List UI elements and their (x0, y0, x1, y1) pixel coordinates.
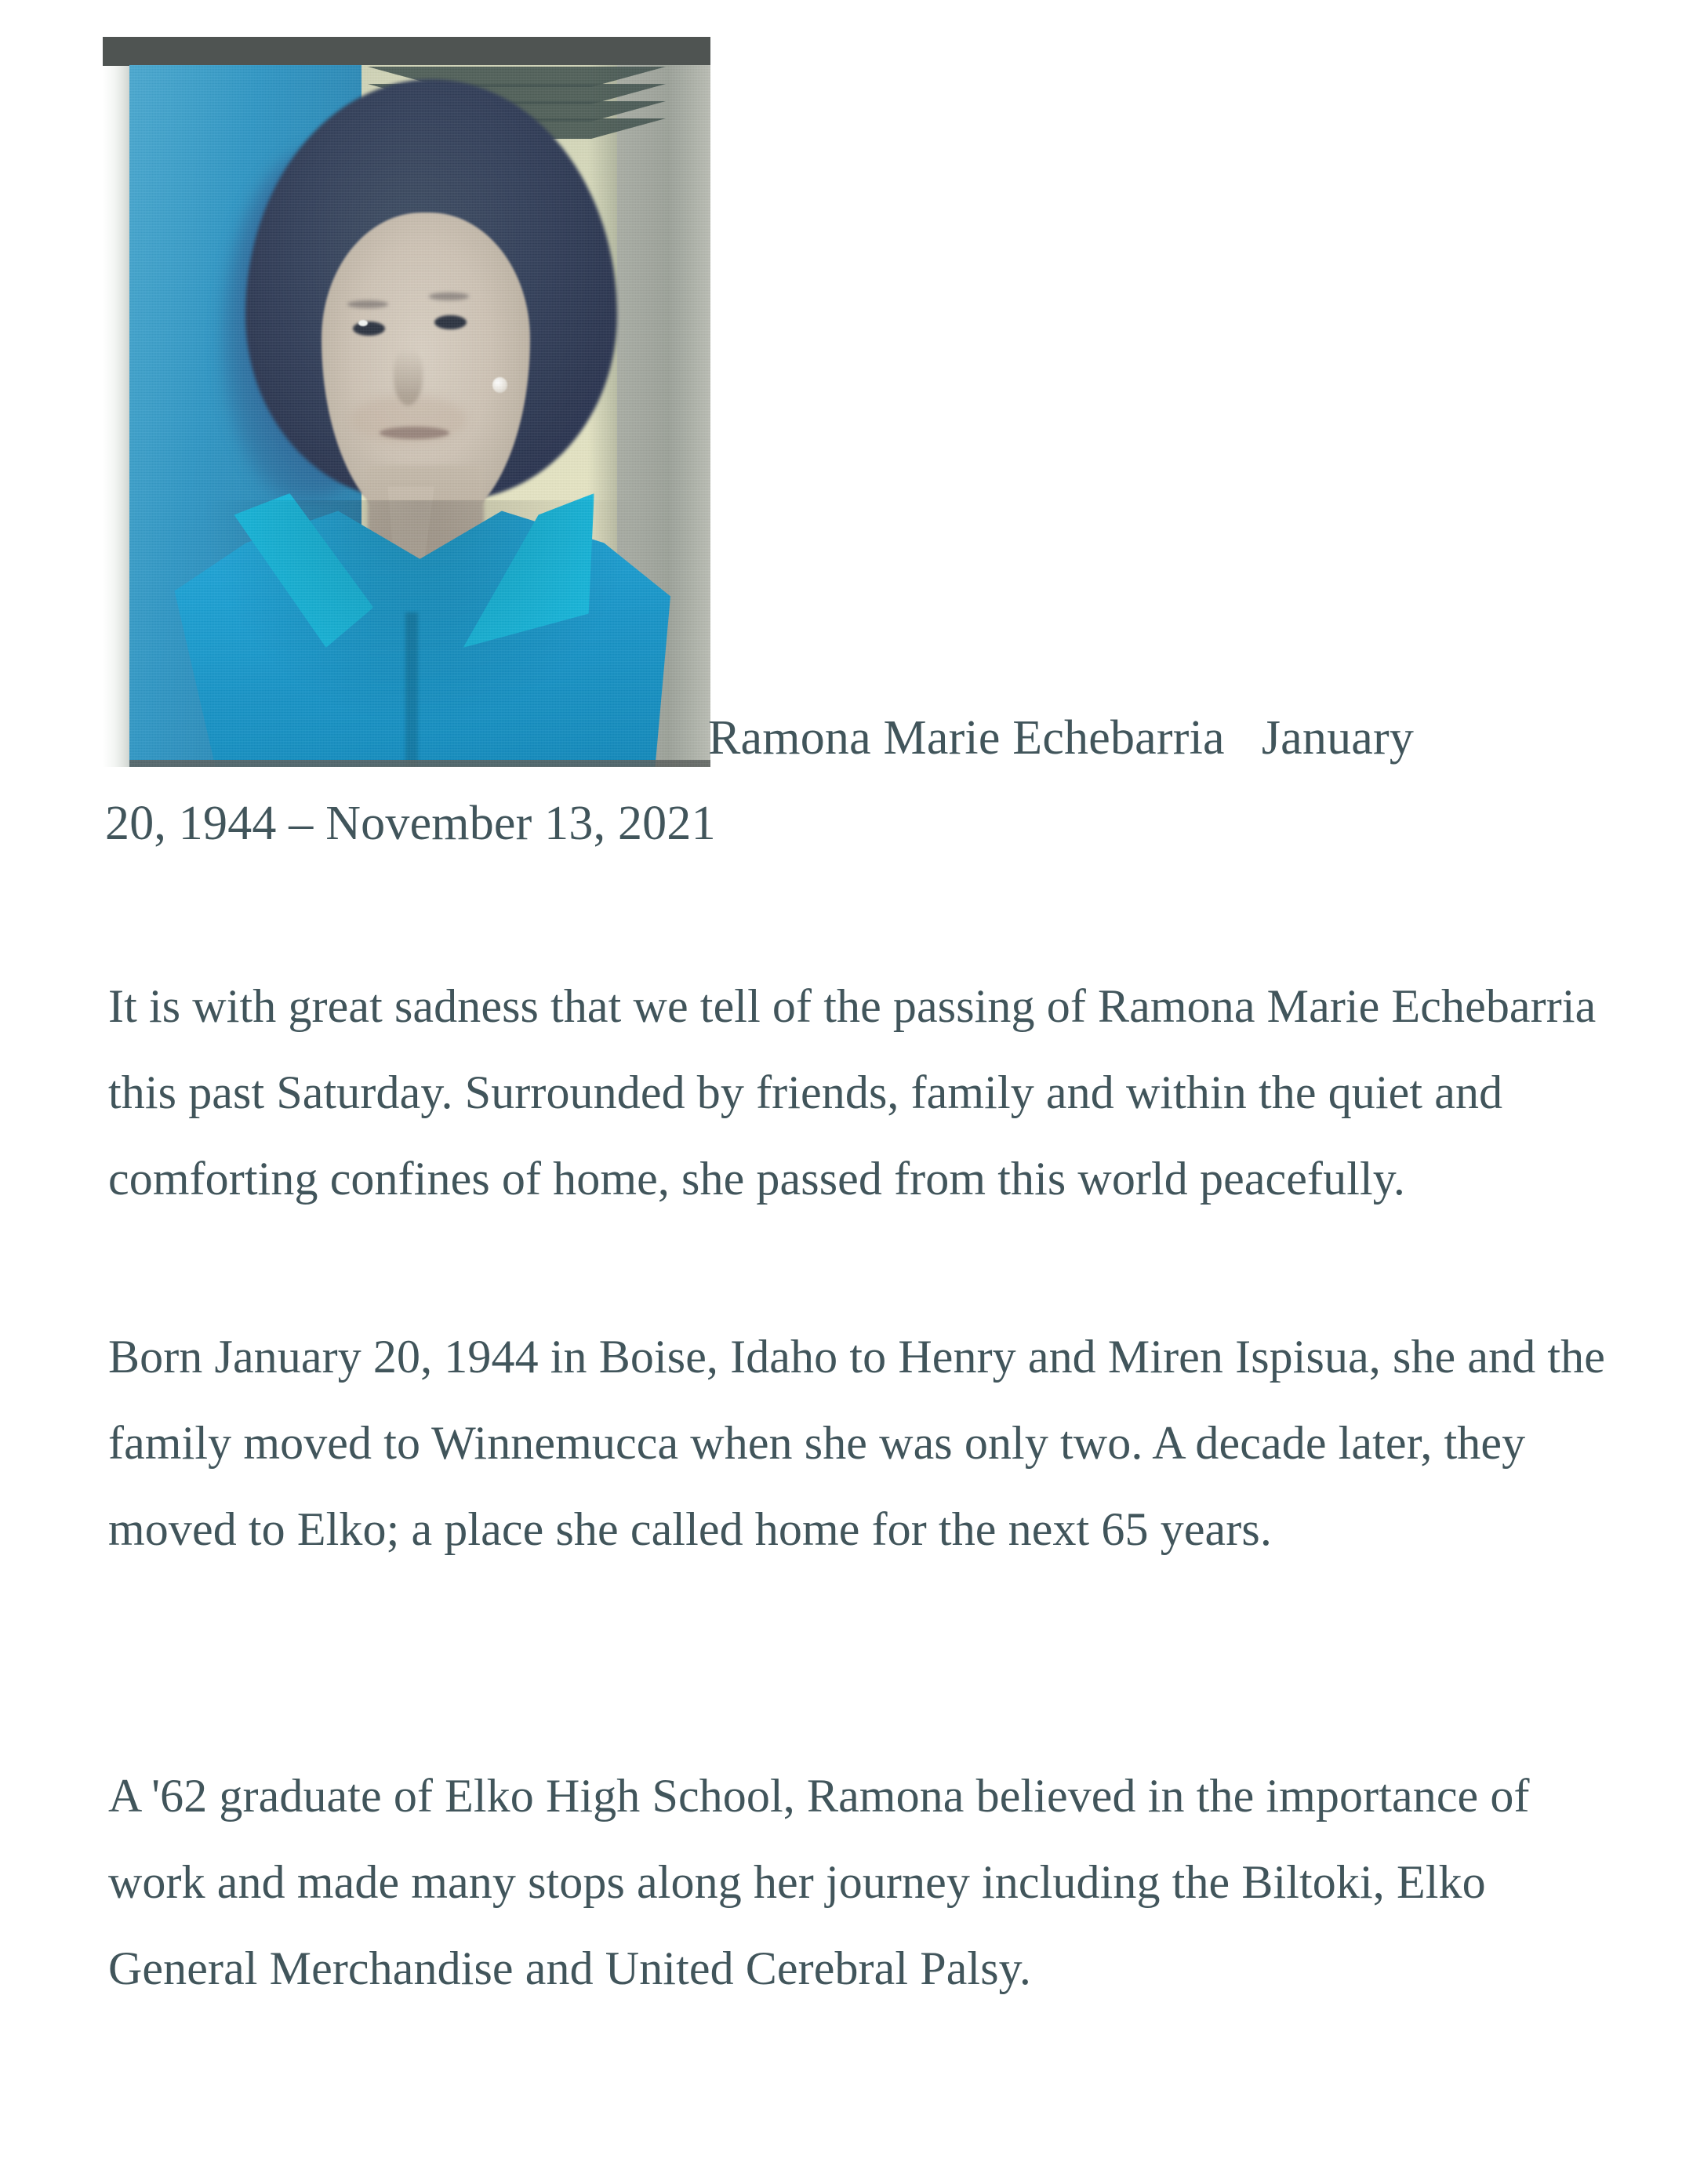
photo-shoulder-shadow (164, 500, 675, 767)
photo-image (129, 65, 710, 767)
photo-mouth (380, 427, 449, 439)
photo-eyebrow-left (347, 300, 388, 308)
photo-scan-top-bar (103, 37, 710, 66)
obituary-paragraph-2: Born January 20, 1944 in Boise, Idaho to Henry and Miren Ispisua, she and the family moved to Winnemucca when she was only two. A decade later, they moved to Elko; a place she called home for the next 65 years. (108, 1331, 1606, 1555)
headline-date-continuation: 20, 1944 – November 13, 2021 (105, 797, 716, 850)
portrait-photo (103, 37, 710, 767)
obituary-paragraph-1: It is with great sadness that we tell of the passing of Ramona Marie Echebarria this past Saturday. Surrounded by friends, family and within the quiet and comforting confines of home, she passed from this world peacefully. (108, 980, 1597, 1205)
headline-name-and-date: Ramona Marie Echebarria January (708, 711, 1415, 765)
photo-paper-edge (103, 65, 129, 767)
photo-eye-right (434, 315, 467, 329)
photo-nose (394, 349, 423, 405)
photo-scan-bottom-bar (129, 760, 710, 767)
photo-eyebrow-right (429, 293, 470, 300)
obituary-paragraph-3: A '62 graduate of Elko High School, Ramona believed in the importance of work and made many stops along her journey including the Biltoki, Elko General Merchandise and United Cerebral Palsy. (108, 1770, 1530, 1994)
photo-eye-glint (358, 320, 368, 326)
